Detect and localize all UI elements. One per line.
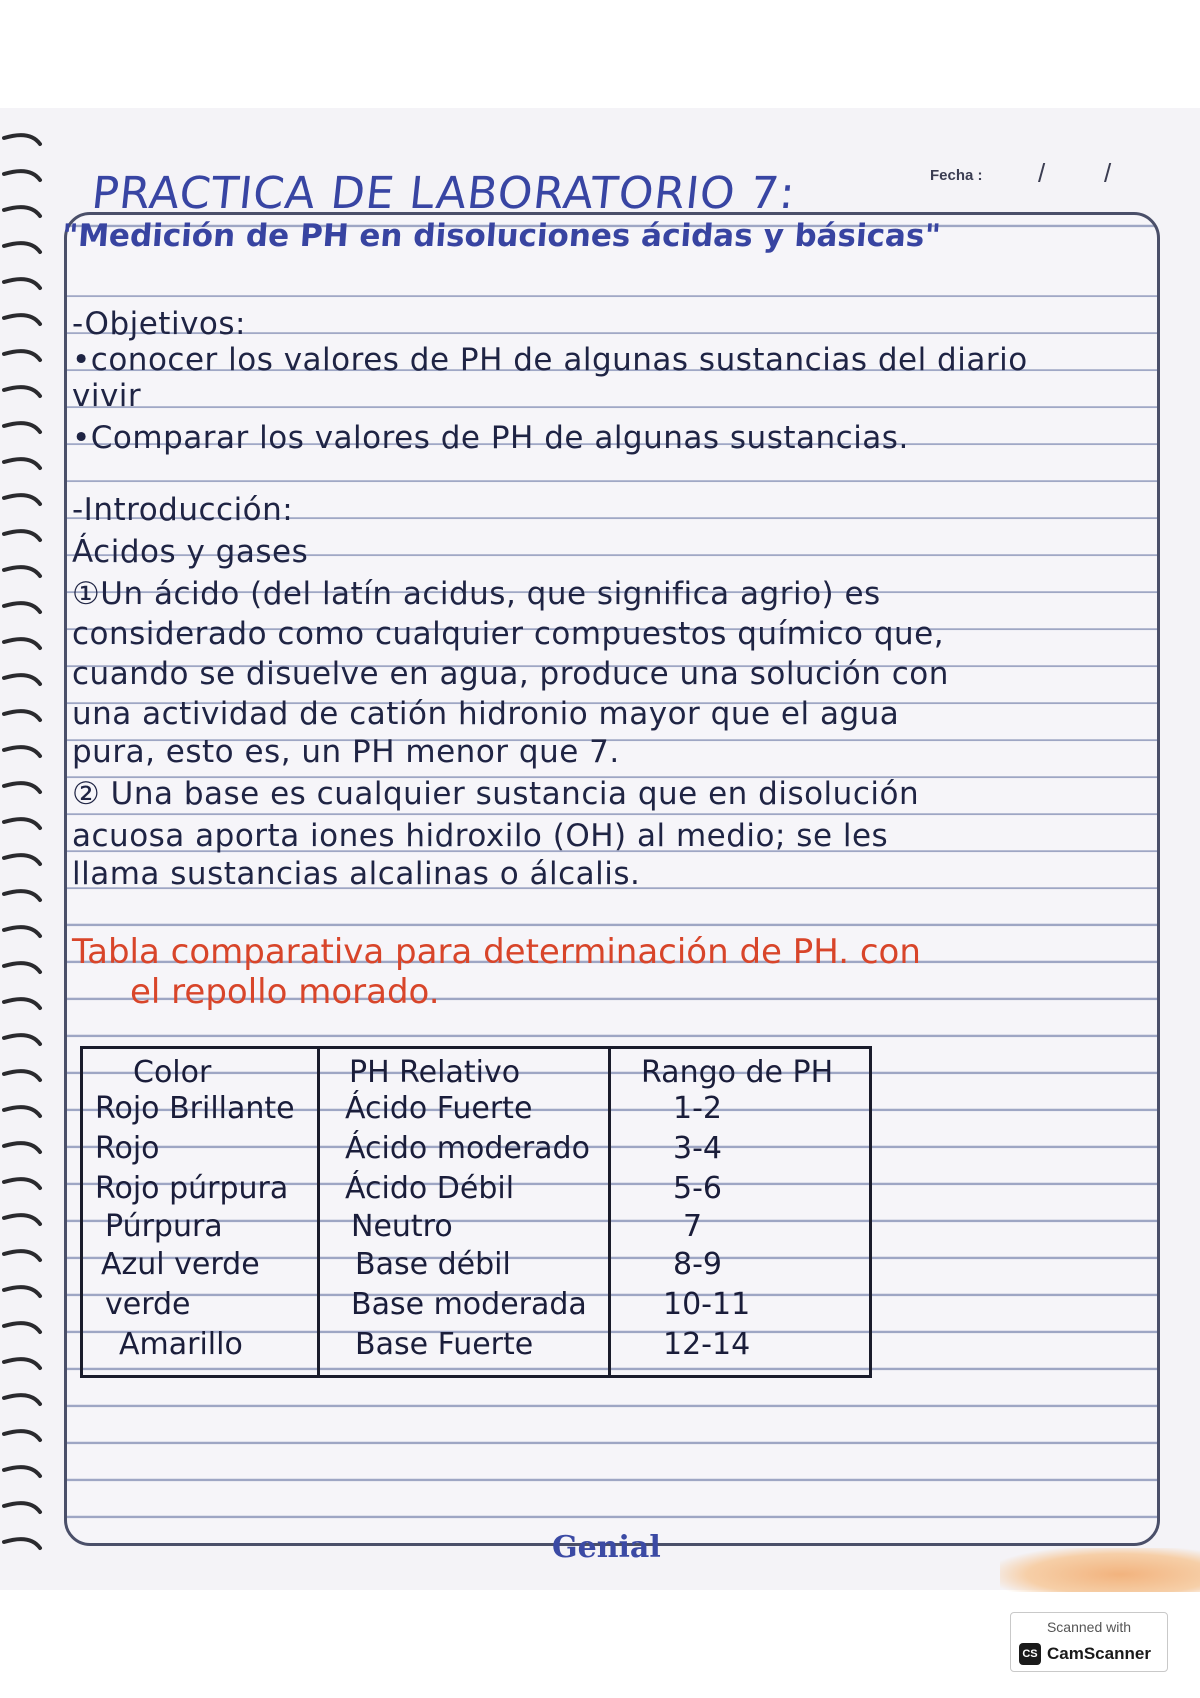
- table-header: Color: [133, 1055, 212, 1090]
- table-cell-range: 1-2: [673, 1091, 722, 1126]
- table-cell-ph: Neutro: [351, 1209, 453, 1244]
- table-cell-range: 8-9: [673, 1247, 722, 1282]
- text-line: ①Un ácido (del latín acidus, que significa agrio) es: [72, 576, 881, 612]
- text-line: •Comparar los valores de PH de algunas sustancias.: [72, 420, 909, 456]
- text-line: vivir: [72, 378, 142, 414]
- finger-shadow: [1000, 1548, 1200, 1592]
- table-header: Rango de PH: [641, 1055, 834, 1090]
- text-line: -Objetivos:: [72, 306, 246, 342]
- table-cell-color: Rojo Brillante: [95, 1091, 295, 1126]
- text-line: -Introducción:: [72, 492, 294, 528]
- table-title-line-1: Tabla comparativa para determinación de PH. con: [72, 932, 921, 972]
- table-cell-range: 5-6: [673, 1171, 722, 1206]
- watermark-caption: Scanned with: [1046, 1619, 1132, 1635]
- page-title: PRACTICA DE LABORATORIO 7:: [89, 168, 799, 219]
- text-line: considerado como cualquier compuestos químico que,: [72, 616, 945, 652]
- text-line: pura, esto es, un PH menor que 7.: [72, 734, 620, 770]
- column-divider: [608, 1049, 611, 1375]
- table-cell-color: Amarillo: [119, 1327, 243, 1362]
- camscanner-logo-icon: CS: [1019, 1643, 1041, 1665]
- table-cell-ph: Base débil: [355, 1247, 511, 1282]
- notebook-brand: Genial: [552, 1530, 661, 1565]
- table-title-line-2: el repollo morado.: [130, 972, 440, 1012]
- table-cell-ph: Base Fuerte: [355, 1327, 534, 1362]
- text-line: Ácidos y gases: [72, 534, 309, 570]
- table-cell-range: 7: [683, 1209, 703, 1244]
- ph-table: [80, 1046, 872, 1378]
- table-header: PH Relativo: [349, 1055, 521, 1090]
- table-cell-ph: Ácido moderado: [345, 1131, 590, 1166]
- table-cell-range: 3-4: [673, 1131, 722, 1166]
- table-cell-range: 10-11: [663, 1287, 751, 1322]
- table-cell-color: verde: [105, 1287, 191, 1322]
- text-line: una actividad de catión hidronio mayor que el agua: [72, 696, 900, 732]
- page-subtitle: "Medición de PH en disoluciones ácidas y básicas": [60, 218, 942, 254]
- text-line: cuando se disuelve en agua, produce una solución con: [72, 656, 949, 692]
- table-cell-ph: Ácido Fuerte: [345, 1091, 533, 1126]
- table-cell-range: 12-14: [663, 1327, 751, 1362]
- watermark-brand: CamScanner: [1047, 1644, 1151, 1663]
- text-line: acuosa aporta iones hidroxilo (OH) al medio; se les: [72, 818, 889, 854]
- table-cell-ph: Base moderada: [351, 1287, 587, 1322]
- date-separator-1: /: [1038, 158, 1046, 188]
- date-label: Fecha :: [930, 167, 983, 184]
- column-divider: [317, 1049, 320, 1375]
- table-cell-color: Púrpura: [105, 1209, 223, 1244]
- table-cell-color: Azul verde: [101, 1247, 260, 1282]
- table-cell-color: Rojo púrpura: [95, 1171, 289, 1206]
- camscanner-watermark: [1010, 1612, 1168, 1672]
- table-cell-ph: Ácido Débil: [345, 1171, 515, 1206]
- text-line: llama sustancias alcalinas o álcalis.: [72, 856, 641, 892]
- spiral-binding: [0, 130, 46, 1570]
- table-cell-color: Rojo: [95, 1131, 160, 1166]
- text-line: ② Una base es cualquier sustancia que en disolución: [72, 776, 920, 812]
- date-separator-2: /: [1104, 158, 1112, 188]
- text-line: •conocer los valores de PH de algunas sustancias del diario: [72, 342, 1028, 378]
